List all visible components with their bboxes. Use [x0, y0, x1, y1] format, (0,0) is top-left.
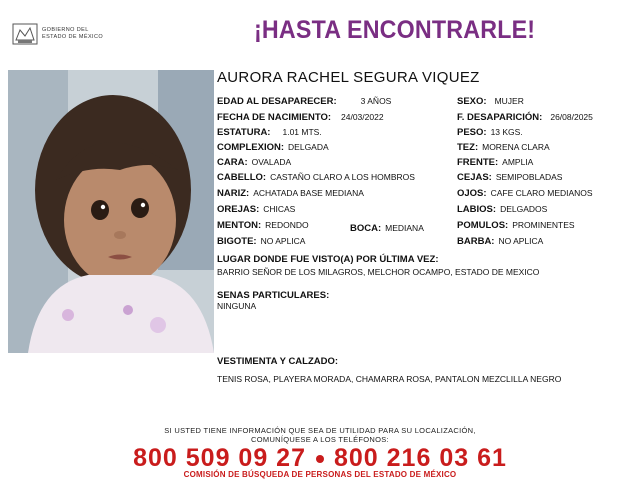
field-complexion: COMPLEXION: DELGADA — [217, 142, 329, 153]
government-name: GOBIERNO DEL ESTADO DE MÉXICO — [42, 27, 103, 40]
field-nariz: NARIZ: ACHATADA BASE MEDIANA — [217, 188, 364, 199]
commission-name: COMISIÓN DE BÚSQUEDA DE PERSONAS DEL ESTADO DE MÉXICO — [183, 470, 457, 479]
bullet-icon — [316, 455, 324, 463]
field-cara: CARA: OVALADA — [217, 157, 292, 168]
field-orejas: OREJAS: CHICAS — [217, 204, 296, 215]
field-labios: LABIOS: DELGADOS — [457, 204, 548, 215]
field-tez: TEZ: MORENA CLARA — [457, 142, 550, 153]
state-seal-icon — [12, 22, 38, 46]
field-sexo: SEXO: MUJER — [457, 96, 524, 107]
field-frente: FRENTE: AMPLIA — [457, 157, 534, 168]
last-seen-value: BARRIO SEÑOR DE LOS MILAGROS, MELCHOR OCAMPO, ESTADO DE MEXICO — [217, 267, 540, 277]
field-barba: BARBA: NO APLICA — [457, 236, 544, 247]
field-edad: EDAD AL DESAPARECER: 3 AÑOS — [217, 96, 392, 107]
field-boca: BOCA: MEDIANA — [350, 223, 424, 234]
contact-note-line1: SI USTED TIENE INFORMACIÓN QUE SEA DE UTILIDAD PARA SU LOCALIZACIÓN, — [164, 426, 476, 435]
field-cejas: CEJAS: SEMIPOBLADAS — [457, 172, 563, 183]
contact-note-line2: COMUNÍQUESE A LOS TELÉFONOS: — [251, 435, 389, 444]
field-menton: MENTON: REDONDO — [217, 220, 309, 231]
field-cabello: CABELLO: CASTAÑO CLARO A LOS HOMBROS — [217, 172, 415, 183]
clothing-label: VESTIMENTA Y CALZADO: — [217, 356, 339, 367]
page-headline: ¡HASTA ENCONTRARLE! — [254, 16, 536, 44]
person-name: AURORA RACHEL SEGURA VIQUEZ — [217, 69, 480, 86]
last-seen-label: LUGAR DONDE FUE VISTO(A) POR ÚLTIMA VEZ: — [217, 254, 439, 265]
phone-numbers — [0, 444, 640, 473]
field-peso: PESO: 13 KGS. — [457, 127, 523, 138]
marks-value: NINGUNA — [217, 301, 257, 311]
phone-number-1[interactable]: 800 509 09 27 — [133, 444, 306, 472]
field-pomulos: POMULOS: PROMINENTES — [457, 220, 575, 231]
clothing-value: TENIS ROSA, PLAYERA MORADA, CHAMARRA ROSA, PANTALON MEZCLILLA NEGRO — [217, 374, 562, 384]
field-ojos: OJOS: CAFE CLARO MEDIANOS — [457, 188, 593, 199]
field-desaparicion: F. DESAPARICIÓN: 26/08/2025 — [457, 112, 593, 123]
field-nacimiento: FECHA DE NACIMIENTO: 24/03/2022 — [217, 112, 384, 123]
missing-person-photo — [8, 70, 214, 353]
field-estatura: ESTATURA: 1.01 MTS. — [217, 127, 322, 138]
phone-number-2[interactable]: 800 216 03 61 — [334, 444, 507, 472]
marks-label: SENAS PARTICULARES: — [217, 290, 330, 301]
field-bigote: BIGOTE: NO APLICA — [217, 236, 306, 247]
government-logo — [12, 22, 112, 48]
